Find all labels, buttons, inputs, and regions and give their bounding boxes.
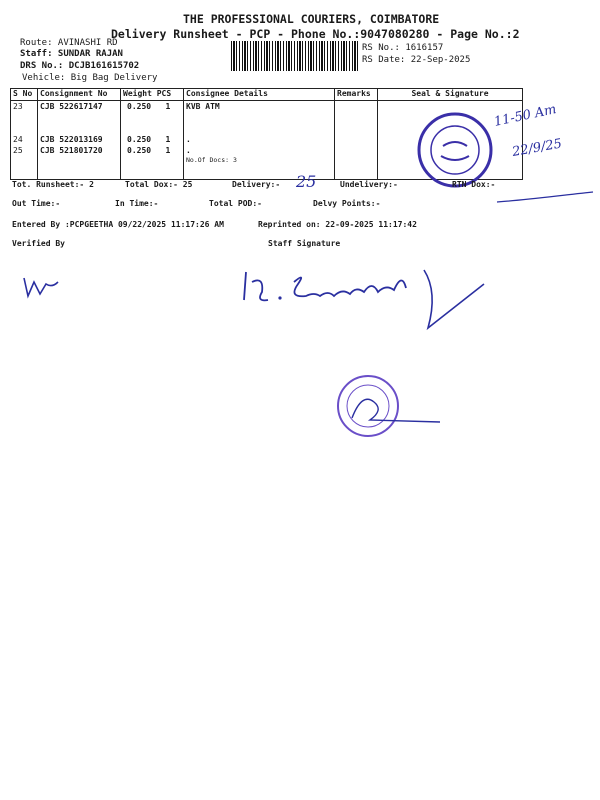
verified-by-label: Verified By bbox=[12, 239, 65, 248]
handwritten-time: 11-50 Am bbox=[492, 102, 558, 130]
vehicle-label: Vehicle: Big Bag Delivery bbox=[22, 73, 158, 83]
col-consignment: Consignment No bbox=[38, 89, 121, 101]
row-consignee: . bbox=[186, 146, 191, 155]
entered-by: Entered By :PCPGEETHA 09/22/2025 11:17:26 AM bbox=[12, 220, 224, 229]
row-pcs: 1 bbox=[165, 146, 171, 155]
round-seal-icon bbox=[338, 376, 398, 436]
company-seal-icon bbox=[419, 114, 491, 186]
verifier-signature bbox=[20, 272, 70, 302]
row-consignee: . bbox=[186, 135, 191, 144]
total-pod: Total POD:- bbox=[209, 199, 262, 208]
row-pcs: 1 bbox=[165, 102, 171, 111]
pen-stroke bbox=[495, 190, 595, 206]
delivery-handwritten: 25 bbox=[296, 172, 317, 191]
col-sno: S No bbox=[11, 89, 38, 101]
delvy-points: Delvy Points:- bbox=[313, 199, 381, 208]
row-consignment: CJB 522617147 bbox=[40, 102, 103, 111]
tot-runsheet: Tot. Runsheet:- 2 bbox=[12, 180, 94, 189]
reprinted-on: Reprinted on: 22-09-2025 11:17:42 bbox=[258, 220, 417, 229]
sno-cell bbox=[11, 101, 38, 180]
row-sno: 25 bbox=[13, 146, 23, 155]
staff-signature bbox=[238, 262, 488, 334]
consignee-cell bbox=[184, 101, 335, 180]
undelivery-label: Undelivery:- bbox=[340, 180, 398, 189]
row-consignment: CJB 521801720 bbox=[40, 146, 103, 155]
out-time: Out Time:- bbox=[12, 199, 61, 208]
weight-cell bbox=[121, 101, 184, 180]
rs-no: RS No.: 1616157 bbox=[362, 43, 444, 53]
no-of-docs: No.Of Docs: 3 bbox=[186, 156, 237, 164]
rs-date: RS Date: 22-Sep-2025 bbox=[362, 55, 471, 65]
remarks-cell bbox=[335, 101, 378, 180]
row-consignee: KVB ATM bbox=[186, 102, 220, 111]
delivery-label: Delivery:- bbox=[232, 180, 281, 189]
row-consignment: CJB 522013169 bbox=[40, 135, 103, 144]
staff-signature-label: Staff Signature bbox=[268, 239, 341, 248]
row-sno: 24 bbox=[13, 135, 23, 144]
drs-label: DRS No.: DCJB161615702 bbox=[20, 61, 140, 71]
row-pcs: 1 bbox=[165, 135, 171, 144]
col-weight-pcs bbox=[121, 89, 184, 101]
row-weight: 0.250 bbox=[127, 146, 152, 155]
row-weight: 0.250 bbox=[127, 102, 152, 111]
col-pcs: PCS bbox=[156, 89, 172, 98]
barcode bbox=[231, 41, 359, 71]
col-weight: Weight bbox=[123, 89, 152, 98]
col-seal: Seal & Signature bbox=[378, 89, 523, 101]
route-label: Route: AVINASHI RD bbox=[20, 38, 118, 48]
handwritten-date: 22/9/25 bbox=[511, 136, 564, 160]
lower-stamp bbox=[330, 372, 445, 442]
col-consignee: Consignee Details bbox=[184, 89, 335, 101]
staff-label: Staff: SUNDAR RAJAN bbox=[20, 49, 123, 59]
row-sno: 23 bbox=[13, 102, 23, 111]
row-weight: 0.250 bbox=[127, 135, 152, 144]
rtn-dox-label: RTN Dox:- bbox=[452, 180, 496, 189]
in-time: In Time:- bbox=[115, 199, 159, 208]
company-title: THE PROFESSIONAL COURIERS, COIMBATORE bbox=[183, 12, 440, 26]
total-dox: Total Dox:- 25 bbox=[125, 180, 193, 189]
runsheet-subtitle: Delivery Runsheet - PCP - Phone No.:9047080280 - Page No.:2 bbox=[111, 27, 520, 41]
consignment-cell bbox=[38, 101, 121, 180]
col-remarks: Remarks bbox=[335, 89, 378, 101]
